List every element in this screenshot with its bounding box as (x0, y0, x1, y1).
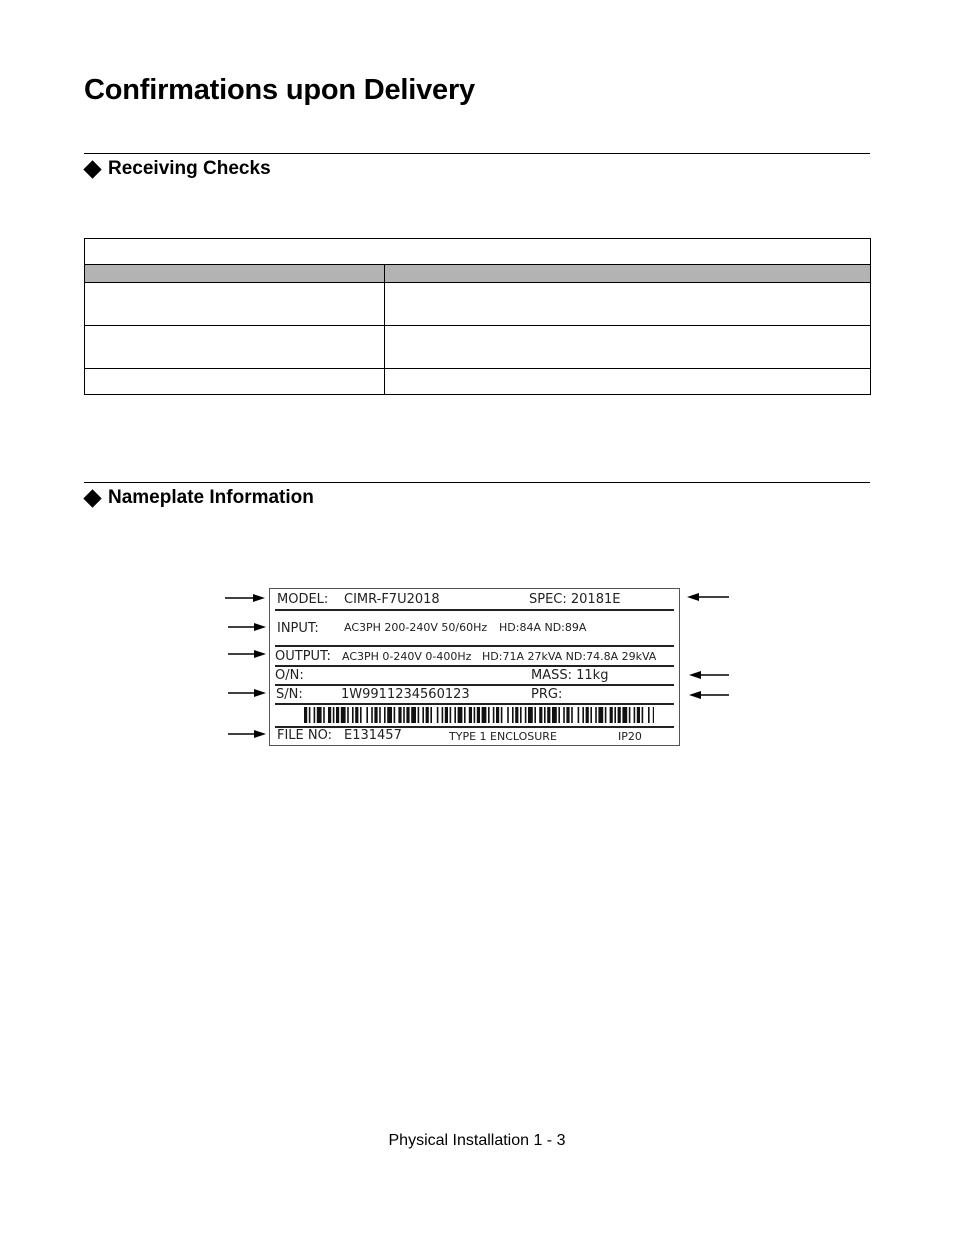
table-row (85, 369, 871, 395)
diamond-bullet-icon (83, 160, 101, 178)
table-cell (385, 369, 871, 395)
receiving-checks-heading (84, 158, 271, 180)
arrow-left-icon (689, 670, 729, 680)
arrow-right-icon (228, 649, 266, 659)
serial-number-value: 1W9911234560123 (341, 687, 470, 702)
table-cell (385, 283, 871, 326)
section-divider (84, 482, 870, 483)
nameplate-information-heading (84, 487, 314, 509)
input-value: AC3PH 200-240V 50/60Hz (344, 621, 488, 634)
output-value: AC3PH 0-240V 0-400Hz (342, 650, 472, 663)
nameplate-divider (275, 645, 674, 647)
output-label: OUTPUT: (275, 649, 331, 664)
arrow-left-icon (689, 690, 729, 700)
table-header-cell (385, 265, 871, 283)
nameplate-divider (275, 609, 674, 611)
order-number-label: O/N: (275, 668, 304, 683)
nameplate-divider (275, 726, 674, 728)
arrow-right-icon (228, 688, 266, 698)
mass-value: MASS: 11kg (531, 668, 609, 683)
barcode-icon (304, 707, 654, 723)
model-value: CIMR-F7U2018 (344, 592, 440, 607)
table-row (85, 283, 871, 326)
nameplate-image (269, 588, 680, 746)
table-cell (385, 326, 871, 369)
file-number-label: FILE NO: (277, 728, 333, 743)
table-header-cell (85, 265, 385, 283)
spec-value: SPEC: 20181E (529, 592, 621, 607)
section-heading-text: Receiving Checks (108, 158, 271, 179)
section-heading-text: Nameplate Information (108, 487, 314, 508)
input-current: HD:84A ND:89A (499, 621, 587, 634)
section-divider (84, 153, 870, 154)
table-cell (85, 283, 385, 326)
page-footer: Physical Installation 1 - 3 (388, 1132, 566, 1149)
file-number-value: E131457 (344, 728, 402, 743)
output-current: HD:71A 27kVA ND:74.8A 29kVA (482, 650, 657, 663)
arrow-left-icon (687, 592, 729, 602)
model-label: MODEL: (277, 592, 329, 607)
prg-label: PRG: (531, 687, 563, 702)
nameplate-divider (275, 684, 674, 686)
enclosure-type: TYPE 1 ENCLOSURE (449, 730, 557, 743)
receiving-checks-table (84, 238, 871, 395)
table-row (85, 326, 871, 369)
nameplate-divider (275, 665, 674, 667)
arrow-right-icon (228, 729, 266, 739)
diamond-bullet-icon (83, 489, 101, 507)
table-caption-row (85, 239, 871, 265)
table-cell (85, 369, 385, 395)
table-cell (85, 326, 385, 369)
arrow-right-icon (228, 622, 266, 632)
nameplate-divider (275, 703, 674, 705)
table-caption-cell (85, 239, 871, 265)
table-header-row (85, 265, 871, 283)
ip-rating: IP20 (618, 730, 642, 743)
input-label: INPUT: (277, 621, 319, 636)
page-title: Confirmations upon Delivery (84, 74, 475, 106)
serial-number-label: S/N: (276, 687, 303, 702)
arrow-right-icon (225, 593, 265, 603)
